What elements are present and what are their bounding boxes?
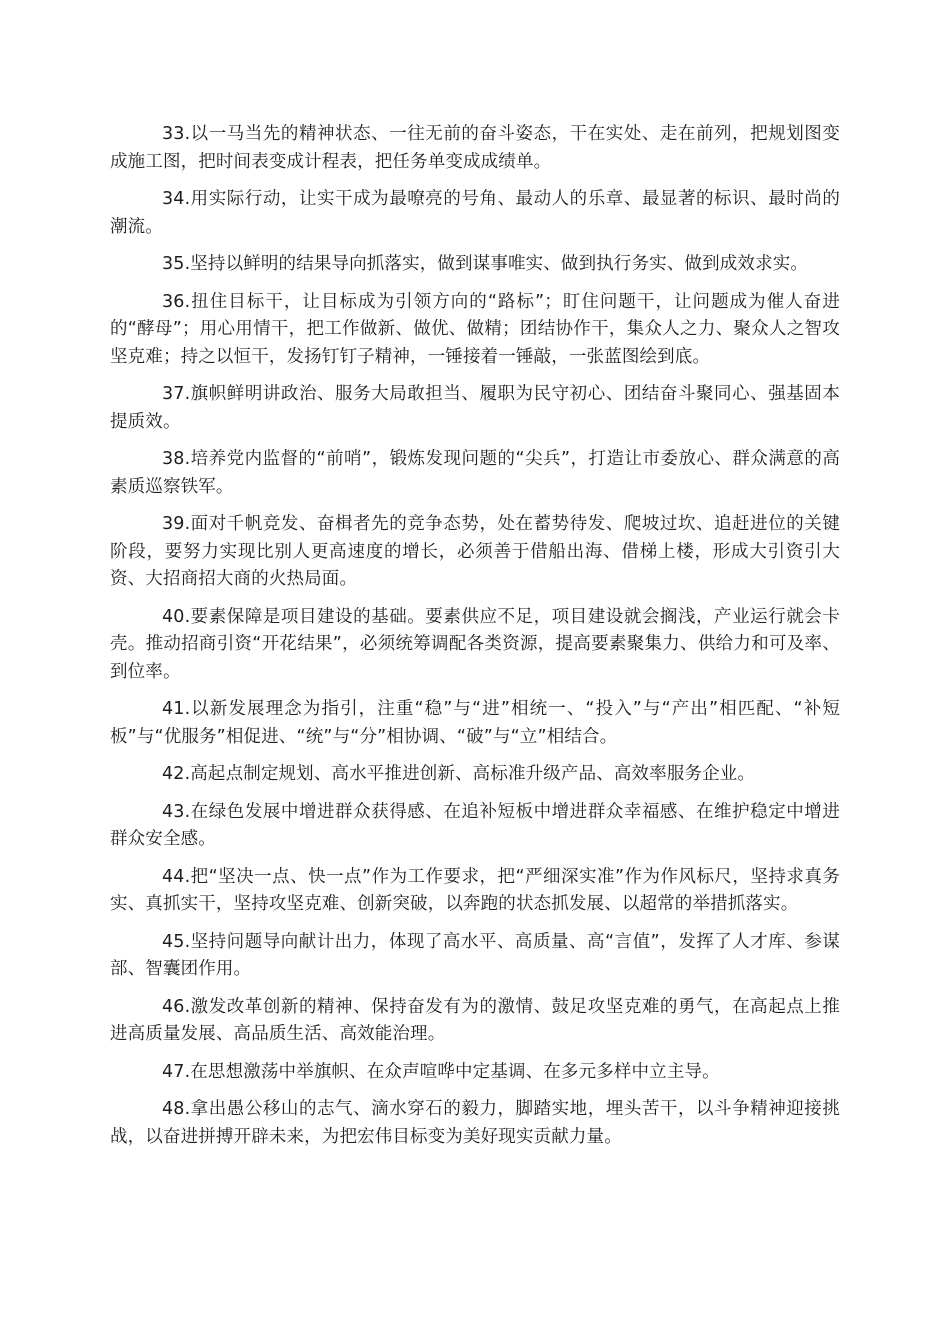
paragraph-43: 43.在绿色发展中增进群众获得感、在追补短板中增进群众幸福感、在维护稳定中增进群众安全感。 <box>110 801 840 849</box>
paragraph-47: 47.在思想激荡中举旗帜、在众声喧哗中定基调、在多元多样中立主导。 <box>162 1061 720 1082</box>
paragraph-35: 35.坚持以鲜明的结果导向抓落实，做到谋事唯实、做到执行务实、做到成效求实。 <box>162 254 809 274</box>
paragraph-38: 38.培养党内监督的“前哨”，锻炼发现问题的“尖兵”，打造让市委放心、群众满意的高素质巡察铁军。 <box>110 449 840 497</box>
paragraph-46: 46.激发改革创新的精神、保持奋发有为的激情、鼓足攻坚克难的勇气，在高起点上推进高质量发展、高品质生活、高效能治理。 <box>110 996 840 1044</box>
paragraph-44: 44.把“坚决一点、快一点”作为工作要求，把“严细深实准”作为作风标尺，坚持求真务实、真抓实干，坚持攻坚克难、创新突破，以奔跑的状态抓发展、以超常的举措抓落实。 <box>110 866 840 914</box>
paragraph-40: 40.要素保障是项目建设的基础。要素供应不足，项目建设就会搁浅，产业运行就会卡壳。推动招商引资“开花结果”，必须统筹调配各类资源，提高要素聚集力、供给力和可及率、到位率。 <box>110 606 840 682</box>
paragraph-36: 36.扭住目标干，让目标成为引领方向的“路标”；盯住问题干，让问题成为催人奋进的“酵母”；用心用情干，把工作做新、做优、做精；团结协作干，集众人之力、聚众人之智攻坚克难；持之以恒干，发扬钉钉子精神，一锤接着一锤敲，一张蓝图绘到底。 <box>110 291 840 367</box>
paragraph-45: 45.坚持问题导向献计出力，体现了高水平、高质量、高“言值”，发挥了人才库、参谋部、智囊团作用。 <box>110 931 840 979</box>
paragraph-33: 33.以一马当先的精神状态、一往无前的奋斗姿态，干在实处、走在前列，把规划图变成施工图，把时间表变成计程表，把任务单变成成绩单。 <box>110 124 840 172</box>
paragraph-37: 37.旗帜鲜明讲政治、服务大局敢担当、履职为民守初心、团结奋斗聚同心、强基固本提质效。 <box>110 384 840 432</box>
document-body <box>110 121 840 1161</box>
paragraph-42: 42.高起点制定规划、高水平推进创新、高标准升级产品、高效率服务企业。 <box>162 764 756 784</box>
paragraph-41: 41.以新发展理念为指引，注重“稳”与“进”相统一、“投入”与“产出”相匹配、“补短板”与“优服务”相促进、“统”与“分”相协调、“破”与“立”相结合。 <box>110 699 840 747</box>
paragraph-34: 34.用实际行动，让实干成为最嘹亮的号角、最动人的乐章、最显著的标识、最时尚的潮流。 <box>110 189 840 237</box>
paragraph-48: 48.拿出愚公移山的志气、滴水穿石的毅力，脚踏实地，埋头苦干，以斗争精神迎接挑战，以奋进拼搏开辟未来，为把宏伟目标变为美好现实贡献力量。 <box>110 1099 840 1147</box>
paragraph-39: 39.面对千帆竞发、奋楫者先的竞争态势，处在蓄势待发、爬坡过坎、追赶进位的关键阶段，要努力实现比别人更高速度的增长，必须善于借船出海、借梯上楼，形成大引资引大资、大招商招大商的火热局面。 <box>110 514 840 589</box>
